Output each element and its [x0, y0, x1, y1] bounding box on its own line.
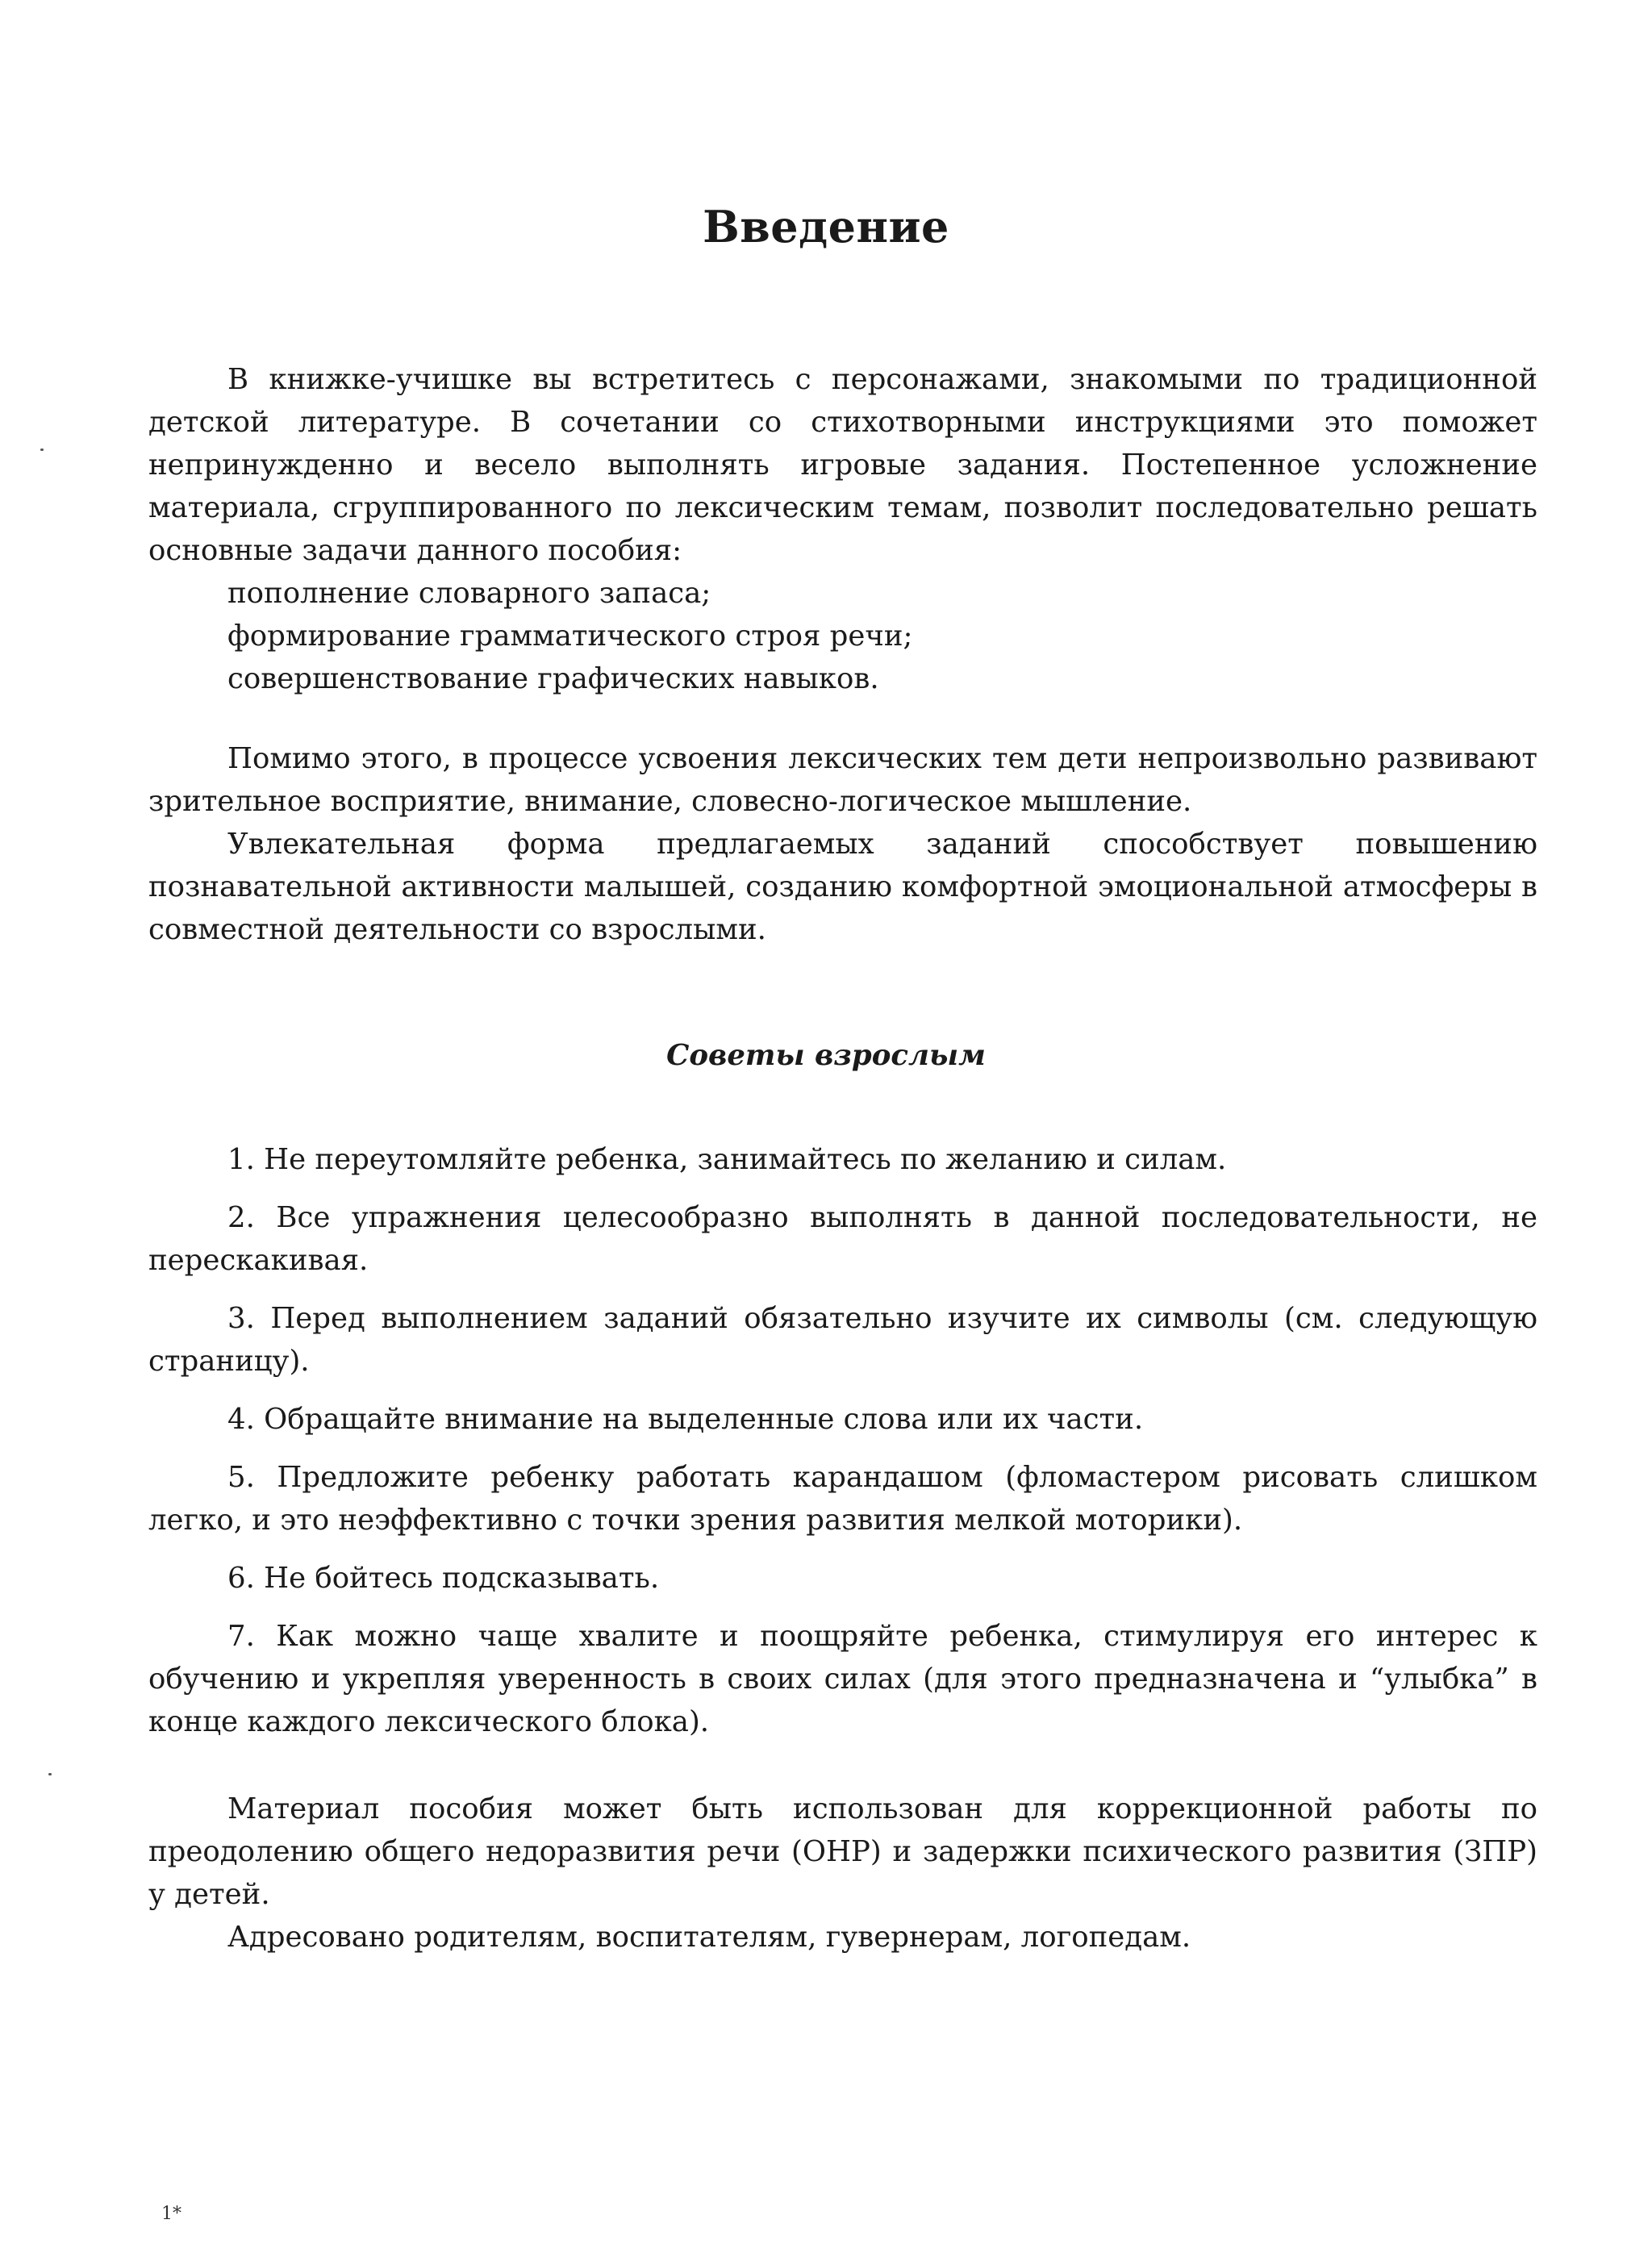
scan-speck: [48, 1773, 52, 1775]
intro-paragraph-2: Помимо этого, в процессе усвоения лексических тем дети непроизвольно развивают зрительное восприятие, внимание, словесно-логическое мышление.: [148, 742, 1537, 818]
task-item: пополнение словарного запаса;: [227, 577, 711, 610]
intro-paragraph-3: Увлекательная форма предлагаемых заданий способствует повышению познавательной активности малышей, созданию комфортной эмоциональной атмосферы в совместной деятельности со взрослыми.: [148, 828, 1537, 946]
closing-paragraph-2: Адресовано родителям, воспитателям, гувернерам, логопедам.: [227, 1921, 1191, 1954]
advice-heading: Советы взрослым: [666, 1039, 986, 1072]
advice-item: 7. Как можно чаще хвалите и поощряйте ребенка, стимулируя его интерес к обучению и укрепляя уверенность в своих силах (для этого предназначена и “улыбка” в конце каждого лексического блока).: [148, 1620, 1537, 1738]
intro-section: [148, 358, 1537, 700]
task-item: совершенствование графических навыков.: [227, 662, 879, 695]
intro-continued-section: [148, 737, 1537, 951]
closing-section: [148, 1788, 1537, 1959]
advice-item: 2. Все упражнения целесообразно выполнять в данной последовательности, не перескакивая.: [148, 1201, 1537, 1277]
closing-paragraph: Материал пособия может быть использован для коррекционной работы по преодолению общего недоразвития речи (ОНР) и задержки психического развития (ЗПР) у детей.: [148, 1792, 1537, 1911]
advice-item: 6. Не бойтесь подсказывать.: [227, 1562, 660, 1595]
advice-item: 4. Обращайте внимание на выделенные слова или их части.: [227, 1403, 1144, 1436]
task-item: формирование грамматического строя речи;: [227, 620, 913, 653]
advice-item: 5. Предложите ребенку работать карандашом (фломастером рисовать слишком легко, и это неэффективно с точки зрения развития мелкой моторики).: [148, 1461, 1537, 1537]
tasks-list: [148, 572, 1537, 700]
page-title: Введение: [703, 201, 949, 252]
signature-mark: 1*: [161, 2204, 181, 2224]
advice-list: [148, 1138, 1537, 1759]
scan-speck: [40, 449, 44, 451]
advice-item: 1. Не переутомляйте ребенка, занимайтесь по желанию и силам.: [227, 1143, 1227, 1176]
advice-item: 3. Перед выполнением заданий обязательно изучите их символы (см. следующую страницу).: [148, 1302, 1537, 1378]
intro-paragraph: В книжке-учишке вы встретитесь с персонажами, знакомыми по традиционной детской литературе. В сочетании со стихотворными инструкциями это поможет непринужденно и весело выполнять игровые задания. Постепенное усложнение материала, сгруппированного по лексическим темам, позволит последовательно решать основные задачи данного пособия:: [148, 363, 1537, 567]
